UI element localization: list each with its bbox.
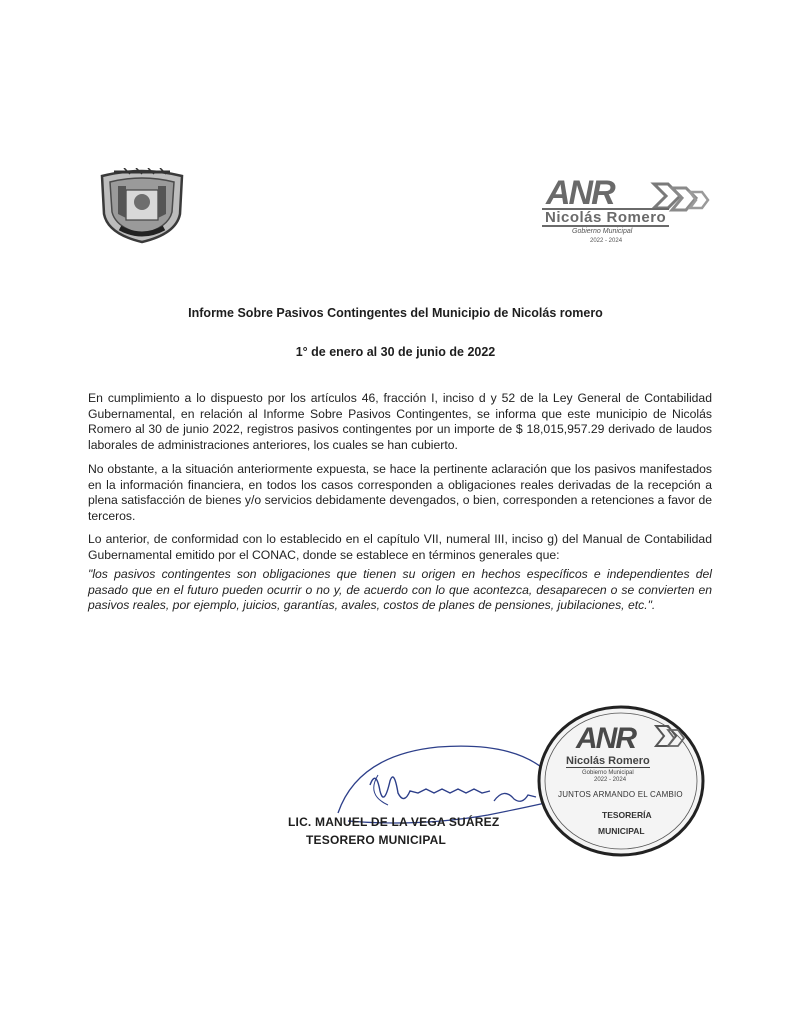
document-period: 1° de enero al 30 de junio de 2022: [295, 345, 496, 359]
seal-motto: JUNTOS ARMANDO EL CAMBIO: [558, 790, 683, 799]
seal-term: 2022 - 2024: [594, 777, 627, 783]
document-title: Informe Sobre Pasivos Contingentes del Municipio de Nicolás romero: [188, 306, 603, 320]
logo-term: 2022 - 2024: [590, 238, 623, 244]
logo-wordmark: Nicolás Romero: [542, 208, 669, 227]
body-paragraph: En cumplimiento a lo dispuesto por los artículos 46, fracción I, inciso d y 52 de la Ley General de Contabilidad Gubernamental, en relación al Informe Sobre Pasivos Contingentes, se informa que este municipio de Nicolás Romero al 30 de junio 2022, registros pasivos contingentes por un importe de $ 18,015,957.29 derivado de laudos laborales de administraciones anteriores, los cuales se han cubierto.: [88, 391, 712, 452]
quoted-definition: "los pasivos contingentes son obligaciones que tienen su origen en hechos específicos e independientes del pasado que en el futuro pueden ocurrir o no y, de acuerdo con lo que acontezca, desaparecen o se convierten en pasivos reales, por ejemplo, juicios, garantías, avales, costos de planes de pensiones, jubilaciones, etc.".: [88, 567, 712, 613]
body-paragraph: No obstante, a la situación anteriormente expuesta, se hace la pertinente aclaración que los pasivos manifestados en la información financiera, en todos los casos corresponden a obligaciones reales derivadas de la recepción a plena satisfacción de bienes y/o servicios debidamente devengados, o bien, corresponden a retenciones a favor de terceros.: [88, 462, 712, 523]
municipal-crest-logo: [96, 168, 188, 244]
seal-subtitle: Gobierno Municipal: [582, 770, 634, 776]
signer-name: LIC. MANUEL DE LA VEGA SUÁREZ: [288, 815, 500, 829]
seal-department: TESORERÍA: [602, 810, 652, 820]
nicolas-romero-logo: [538, 174, 718, 250]
treasury-seal: [536, 704, 706, 858]
seal-wordmark: Nicolás Romero: [566, 755, 650, 767]
logo-subtitle: Gobierno Municipal: [572, 228, 633, 235]
logo-mark: ANR: [546, 174, 614, 212]
seal-department: MUNICIPAL: [598, 826, 645, 836]
crest-emblem-icon: [96, 168, 188, 244]
body-paragraph: Lo anterior, de conformidad con lo establecido en el capítulo VII, numeral III, inciso g) del Manual de Contabilidad Gubernamental emitido por el CONAC, donde se establece en términos generales que:: [88, 532, 712, 562]
signer-position: TESORERO MUNICIPAL: [306, 833, 447, 847]
seal-mark: ANR: [576, 722, 635, 755]
